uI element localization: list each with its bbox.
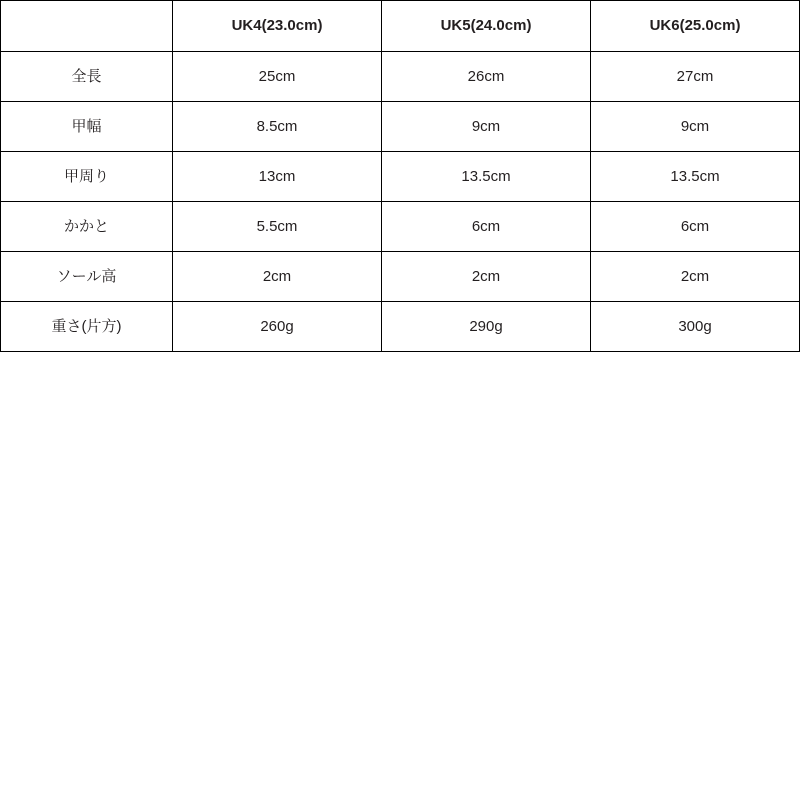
cell-instep-width-uk6: 9cm [591, 102, 800, 152]
table-header [1, 1, 800, 52]
cell-instep-width-uk4: 8.5cm [173, 102, 382, 152]
table-body [1, 52, 800, 352]
cell-weight-uk6: 300g [591, 302, 800, 352]
row-label-heel: かかと [1, 202, 173, 252]
table-row [1, 152, 800, 202]
cell-instep-circumference-uk4: 13cm [173, 152, 382, 202]
table-row [1, 302, 800, 352]
cell-instep-circumference-uk5: 13.5cm [382, 152, 591, 202]
cell-heel-uk4: 5.5cm [173, 202, 382, 252]
cell-instep-circumference-uk6: 13.5cm [591, 152, 800, 202]
cell-heel-uk5: 6cm [382, 202, 591, 252]
table-header-row [1, 1, 800, 52]
column-header-uk5: UK5(24.0cm) [382, 1, 591, 52]
row-label-weight: 重さ(片方) [1, 302, 173, 352]
cell-sole-height-uk6: 2cm [591, 252, 800, 302]
cell-sole-height-uk5: 2cm [382, 252, 591, 302]
row-label-instep-circumference: 甲周り [1, 152, 173, 202]
table-row [1, 102, 800, 152]
size-specification-table [0, 0, 800, 352]
cell-total-length-uk5: 26cm [382, 52, 591, 102]
row-label-instep-width: 甲幅 [1, 102, 173, 152]
table-row [1, 202, 800, 252]
table-row [1, 52, 800, 102]
row-label-sole-height: ソール高 [1, 252, 173, 302]
cell-weight-uk4: 260g [173, 302, 382, 352]
cell-sole-height-uk4: 2cm [173, 252, 382, 302]
column-header-uk6: UK6(25.0cm) [591, 1, 800, 52]
column-header-uk4: UK4(23.0cm) [173, 1, 382, 52]
cell-heel-uk6: 6cm [591, 202, 800, 252]
table-row [1, 252, 800, 302]
cell-weight-uk5: 290g [382, 302, 591, 352]
table-corner-cell [1, 1, 173, 52]
cell-total-length-uk4: 25cm [173, 52, 382, 102]
cell-instep-width-uk5: 9cm [382, 102, 591, 152]
row-label-total-length: 全長 [1, 52, 173, 102]
cell-total-length-uk6: 27cm [591, 52, 800, 102]
